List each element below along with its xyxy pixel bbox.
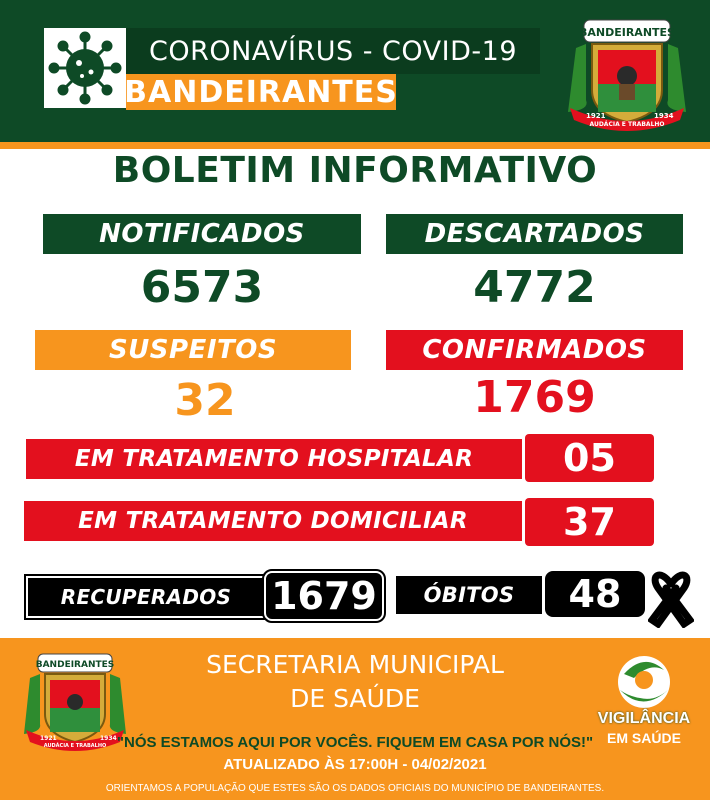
hospital-value: 05 — [525, 434, 654, 482]
footer-crest-left-year: 1921 — [40, 735, 57, 742]
notified-value: 6573 — [140, 262, 264, 313]
recovered-label: RECUPERADOS — [26, 576, 266, 618]
footer-crest-motto: AUDÁCIA E TRABALHO — [43, 743, 107, 749]
crest-right-year: 1934 — [654, 112, 674, 120]
slogan: "NÓS ESTAMOS AQUI POR VOCÊS. FIQUEM EM CASA POR NÓS!" — [116, 734, 594, 751]
suspects-value: 32 — [174, 375, 236, 426]
recovered-value: 1679 — [264, 571, 384, 621]
vigilancia-line2: EM SAÚDE — [607, 730, 681, 746]
virus-icon — [44, 28, 126, 108]
crest-motto: AUDÁCIA E TRABALHO — [589, 121, 665, 128]
suspects-label: SUSPEITOS — [35, 330, 351, 370]
mourning-ribbon-icon — [648, 566, 694, 628]
crest-top-text: BANDEIRANTES — [579, 26, 675, 39]
footer-crest-right-year: 1934 — [100, 735, 117, 742]
header-title: CORONAVÍRUS - COVID-19 — [126, 28, 540, 74]
discarded-label: DESCARTADOS — [386, 214, 683, 254]
bulletin-title: BOLETIM INFORMATIVO — [112, 150, 598, 191]
notified-label: NOTIFICADOS — [43, 214, 361, 254]
vigilancia-logo-icon — [590, 652, 698, 756]
home-label: EM TRATAMENTO DOMICILIAR — [24, 501, 522, 541]
header-city: BANDEIRANTES — [124, 74, 398, 110]
hospital-label: EM TRATAMENTO HOSPITALAR — [26, 439, 522, 479]
deaths-label: ÓBITOS — [396, 576, 542, 614]
header-stripe — [0, 142, 710, 149]
confirmed-value: 1769 — [473, 372, 596, 423]
footer-crest-top-text: BANDEIRANTES — [35, 660, 115, 670]
secretaria-line1: SECRETARIA MUNICIPAL — [206, 650, 504, 679]
vigilancia-line1: VIGILÂNCIA — [597, 710, 691, 727]
discarded-value: 4772 — [473, 262, 596, 313]
official-data-note: ORIENTAMOS A POPULAÇÃO QUE ESTES SÃO OS DADOS OFICIAIS DO MUNICÍPIO DE BANDEIRANTES. — [105, 783, 605, 794]
confirmed-label: CONFIRMADOS — [386, 330, 683, 370]
secretaria-line2: DE SAÚDE — [290, 684, 420, 713]
crest-left-year: 1921 — [586, 112, 606, 120]
city-crest-icon — [562, 10, 692, 134]
deaths-value: 48 — [545, 571, 645, 617]
updated-timestamp: ATUALIZADO ÀS 17:00H - 04/02/2021 — [223, 756, 487, 773]
home-value: 37 — [525, 498, 654, 546]
